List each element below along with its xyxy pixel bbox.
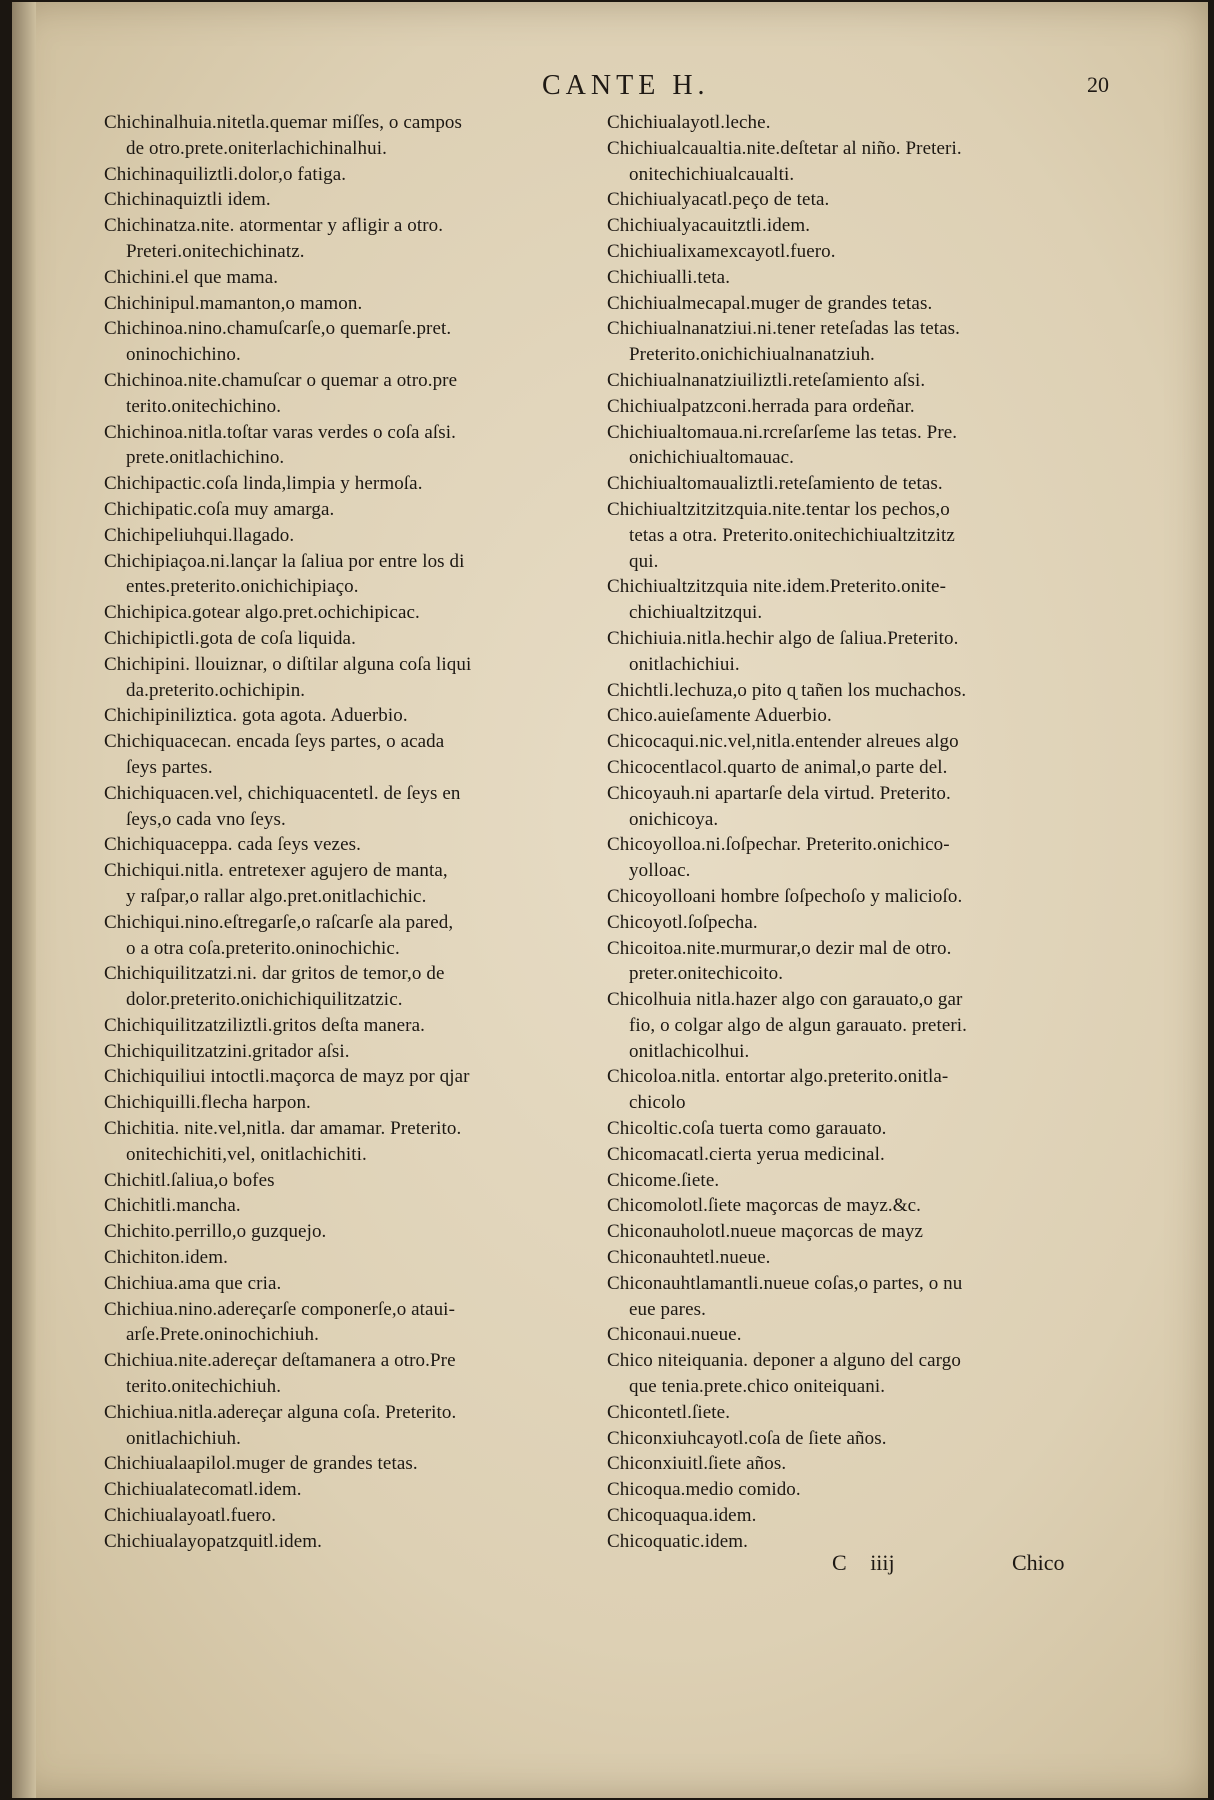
entry-continuation-line: terito.onitechichiuh. bbox=[126, 1376, 282, 1398]
entry-continuation-line: chichiualtzitzqui. bbox=[629, 602, 763, 624]
dictionary-entry-line: Chicoitoa.nite.murmurar,o dezir mal de otro. bbox=[607, 937, 952, 959]
entry-continuation-line: tetas a otra. Preterito.onitechichiualtzitzitz bbox=[629, 524, 955, 546]
dictionary-entry-line: Chichiton.idem. bbox=[104, 1247, 228, 1269]
entry-continuation-line: prete.onitlachichino. bbox=[126, 447, 285, 469]
dictionary-entry-line: Chichiualli.teta. bbox=[607, 266, 731, 288]
entry-continuation-line: onitlachichiuh. bbox=[126, 1427, 241, 1449]
entry-continuation-line: eue pares. bbox=[629, 1298, 706, 1320]
dictionary-entry-line: Chiconauhtetl.nueue. bbox=[607, 1247, 771, 1269]
entry-continuation-line: onitechichiti,vel, onitlachichiti. bbox=[126, 1143, 367, 1165]
dictionary-entry-line: Chico niteiquania. deponer a alguno del cargo bbox=[607, 1350, 961, 1372]
dictionary-entry-line: Chichiqui.nino.eſtregarſe,o raſcarſe ala pared, bbox=[104, 911, 454, 933]
dictionary-entry-line: Chiconauhtlamantli.nueue coſas,o partes, o nu bbox=[607, 1272, 963, 1294]
dictionary-entry-line: Chichinalhuia.nitetla.quemar miſſes, o campos bbox=[104, 112, 463, 133]
dictionary-entry-line: Chichipatic.coſa muy amarga. bbox=[104, 498, 335, 520]
catchword: Chico bbox=[1012, 1550, 1065, 1575]
dictionary-entry-line: Chichiua.ama que cria. bbox=[104, 1272, 282, 1294]
folio-number: 20 bbox=[1087, 72, 1109, 97]
entry-continuation-line: arſe.Prete.oninochichiuh. bbox=[126, 1324, 319, 1346]
dictionary-entry-line: Chichiualpatzconi.herrada para ordeñar. bbox=[607, 395, 915, 417]
dictionary-entry-line: Chichiquacen.vel, chichiquacentetl. de ſeys en bbox=[104, 782, 461, 804]
dictionary-entry-line: Chichiualayoatl.fuero. bbox=[104, 1505, 277, 1527]
entry-continuation-line: Preterito.onichichiualnanatziuh. bbox=[629, 344, 875, 366]
entry-continuation-line: y raſpar,o rallar algo.pret.onitlachichic. bbox=[126, 885, 427, 907]
entry-continuation-line: entes.preterito.onichichipiaço. bbox=[126, 576, 359, 598]
dictionary-entry-line: Chichipeliuhqui.llagado. bbox=[104, 524, 295, 546]
dictionary-entry-line: Chichiquaceppa. cada ſeys vezes. bbox=[104, 834, 361, 856]
signature-mark bbox=[832, 1550, 913, 1576]
entry-continuation-line: onichichiualtomauac. bbox=[629, 447, 795, 469]
entry-continuation-line: onitlachichiui. bbox=[629, 653, 740, 675]
dictionary-entry-line: Chichiualtzitzitzquia.nite.tentar los pechos,o bbox=[607, 498, 950, 520]
right-column bbox=[607, 110, 1127, 1555]
entry-continuation-line: onitlachicolhui. bbox=[629, 1040, 750, 1062]
dictionary-entry-line: Chichiua.nitla.adereçar alguna coſa. Preterito. bbox=[104, 1401, 457, 1423]
dictionary-entry-line: Chichitl.ſaliua,o bofes bbox=[104, 1169, 275, 1191]
dictionary-entry-line: Chichipiaçoa.ni.lançar la ſaliua por entre los di bbox=[104, 550, 465, 572]
dictionary-entry-line: Chicomacatl.cierta yerua medicinal. bbox=[607, 1143, 885, 1165]
entry-continuation-line: qui. bbox=[629, 550, 659, 572]
book-page bbox=[12, 2, 1208, 1798]
dictionary-entry-line: Chichinatza.nite. atormentar y afligir a otro. bbox=[104, 215, 444, 237]
dictionary-entry-line: Chichinoa.nino.chamuſcarſe,o quemarſe.pret. bbox=[104, 318, 452, 340]
dictionary-entry-line: Chicomolotl.ſiete maçorcas de mayz.&c. bbox=[607, 1195, 922, 1217]
dictionary-entry-line: Chichtli.lechuza,o pito ɋ tañen los muchachos. bbox=[607, 679, 967, 701]
entry-continuation-line: que tenia.prete.chico oniteiquani. bbox=[629, 1376, 886, 1398]
dictionary-entry-line: Chichiualmecapal.muger de grandes tetas. bbox=[607, 292, 933, 314]
dictionary-entry-line: Chichipica.gotear algo.pret.ochichipicac. bbox=[104, 602, 420, 624]
dictionary-entry-line: Chichiualnanatziuiliztli.reteſamiento aſsi. bbox=[607, 369, 926, 391]
dictionary-entry-line: Chichinaquiliztli.dolor,o fatiga. bbox=[104, 163, 347, 185]
binding-gutter bbox=[12, 2, 36, 1798]
dictionary-entry-line: Chichiualtzitzquia nite.idem.Preterito.onite- bbox=[607, 576, 947, 598]
dictionary-entry-line: Chichiquiliui intoctli.maçorca de mayz por ɋjar bbox=[104, 1066, 470, 1088]
dictionary-entry-line: Chichinoa.nitla.toſtar varas verdes o coſa aſsi. bbox=[104, 421, 456, 443]
dictionary-entry-line: Chicocentlacol.quarto de animal,o parte del. bbox=[607, 756, 948, 778]
dictionary-entry-line: Chichiquilli.flecha harpon. bbox=[104, 1092, 311, 1114]
dictionary-entry-line: Chicontetl.ſiete. bbox=[607, 1401, 731, 1423]
entry-continuation-line: yolloac. bbox=[629, 860, 691, 882]
dictionary-entry-line: Chiconauholotl.nueue maçorcas de mayz bbox=[607, 1221, 924, 1243]
dictionary-entry-line: Chichiquilitzatziliztli.gritos deſta manera. bbox=[104, 1014, 425, 1036]
dictionary-entry-line: Chichiualnanatziui.ni.tener reteſadas las tetas. bbox=[607, 318, 960, 340]
dictionary-entry-line: Chicocaqui.nic.vel,nitla.entender alreues algo bbox=[607, 731, 959, 753]
dictionary-entry-line: Chicoyauh.ni apartarſe dela virtud. Preterito. bbox=[607, 782, 951, 804]
dictionary-entry-line: Chichiualayopatzquitl.idem. bbox=[104, 1530, 322, 1552]
dictionary-entry-line: Chicolhuia nitla.hazer algo con garauato,o gar bbox=[607, 989, 963, 1011]
entry-continuation-line: dolor.preterito.onichichiquilitzatzic. bbox=[126, 989, 403, 1011]
dictionary-entry-line: Chichiquacecan. encada ſeys partes, o acada bbox=[104, 731, 445, 753]
dictionary-entry-line: Chicome.ſiete. bbox=[607, 1169, 720, 1191]
dictionary-entry-line: Chichiualtomaua.ni.rcreſarſeme las tetas. Pre. bbox=[607, 421, 958, 443]
signature-number: iiij bbox=[870, 1550, 895, 1575]
entry-continuation-line: terito.onitechichino. bbox=[126, 395, 282, 417]
entry-continuation-line: de otro.prete.oniterlachichinalhui. bbox=[126, 137, 387, 159]
dictionary-entry-line: Chichini.el que mama. bbox=[104, 266, 279, 288]
dictionary-entry-line: Chiconaui.nueue. bbox=[607, 1324, 742, 1346]
dictionary-entry-line: Chichiualtomaualiztli.reteſamiento de tetas. bbox=[607, 473, 943, 495]
dictionary-entry-line: Chichiualcaualtia.nite.deſtetar al niño. Preteri. bbox=[607, 137, 962, 159]
dictionary-entry-line: Chichiualixamexcayotl.fuero. bbox=[607, 240, 836, 262]
left-column bbox=[104, 110, 624, 1555]
dictionary-entry-line: Chichipictli.gota de coſa liquida. bbox=[104, 627, 356, 649]
entry-continuation-line: o a otra coſa.preterito.oninochichic. bbox=[126, 937, 400, 959]
entry-continuation-line: oninochichino. bbox=[126, 344, 241, 366]
dictionary-entry-line: Chichinoa.nite.chamuſcar o quemar a otro.pre bbox=[104, 369, 458, 391]
dictionary-entry-line: Chico.auieſamente Aduerbio. bbox=[607, 705, 832, 727]
dictionary-entry-line: Chicoyolloani hombre ſoſpechoſo y malicioſo. bbox=[607, 885, 963, 907]
dictionary-entry-line: Chichinaquiztli idem. bbox=[104, 189, 271, 211]
dictionary-entry-line: Chicoyolloa.ni.ſoſpechar. Preterito.onichico- bbox=[607, 834, 950, 856]
dictionary-entry-line: Chicoltic.coſa tuerta como garauato. bbox=[607, 1118, 887, 1140]
dictionary-entry-line: Chichipactic.coſa linda,limpia y hermoſa. bbox=[104, 473, 423, 495]
entry-continuation-line: da.preterito.ochichipin. bbox=[126, 679, 306, 701]
dictionary-entry-line: Chichiualyacauitztli.idem. bbox=[607, 215, 811, 237]
dictionary-entry-line: Chicoyotl.ſoſpecha. bbox=[607, 911, 758, 933]
dictionary-entry-line: Chichito.perrillo,o guzquejo. bbox=[104, 1221, 327, 1243]
entry-continuation-line: chicolo bbox=[629, 1092, 686, 1114]
dictionary-entry-line: Chicoloa.nitla. entortar algo.preterito.onitla- bbox=[607, 1066, 949, 1088]
signature-letter: C bbox=[832, 1550, 847, 1575]
dictionary-entry-line: Chicoqua.medio comido. bbox=[607, 1479, 801, 1501]
dictionary-entry-line: Chichitli.mancha. bbox=[104, 1195, 241, 1217]
dictionary-entry-line: Chicoquatic.idem. bbox=[607, 1530, 748, 1552]
dictionary-entry-line: Chiconxiuitl.ſiete años. bbox=[607, 1453, 787, 1475]
dictionary-entry-line: Chichiualyacatl.peço de teta. bbox=[607, 189, 830, 211]
dictionary-entry-line: Chichiquilitzatzini.gritador aſsi. bbox=[104, 1040, 350, 1062]
dictionary-entry-line: Chichipiniliztica. gota agota. Aduerbio. bbox=[104, 705, 408, 727]
entry-continuation-line: ſeys,o cada vno ſeys. bbox=[126, 808, 286, 830]
running-head: CANTE H. bbox=[542, 70, 710, 101]
dictionary-entry-line: Chichiualaapilol.muger de grandes tetas. bbox=[104, 1453, 418, 1475]
dictionary-entry-line: Chichiua.nino.adereçarſe componerſe,o ataui- bbox=[104, 1298, 455, 1320]
entry-continuation-line: Preteri.onitechichinatz. bbox=[126, 240, 305, 262]
entry-continuation-line: preter.onitechicoito. bbox=[629, 963, 784, 985]
entry-continuation-line: ſeys partes. bbox=[126, 756, 213, 778]
dictionary-entry-line: Chicoquaqua.idem. bbox=[607, 1505, 757, 1527]
dictionary-entry-line: Chichiqui.nitla. entretexer agujero de manta, bbox=[104, 860, 448, 882]
dictionary-entry-line: Chichiualatecomatl.idem. bbox=[104, 1479, 302, 1501]
dictionary-entry-line: Chichipini. llouiznar, o diſtilar alguna coſa liqui bbox=[104, 653, 472, 675]
dictionary-entry-line: Chiconxiuhcayotl.coſa de ſiete años. bbox=[607, 1427, 887, 1449]
dictionary-entry-line: Chichiualayotl.leche. bbox=[607, 112, 771, 133]
dictionary-entry-line: Chichiquilitzatzi.ni. dar gritos de temor,o de bbox=[104, 963, 445, 985]
dictionary-entry-line: Chichinipul.mamanton,o mamon. bbox=[104, 292, 363, 314]
entry-continuation-line: fio, o colgar algo de algun garauato. preteri. bbox=[629, 1014, 968, 1036]
entry-continuation-line: onitechichiualcaualti. bbox=[629, 163, 795, 185]
dictionary-entry-line: Chichiuia.nitla.hechir algo de ſaliua.Preterito. bbox=[607, 627, 959, 649]
dictionary-entry-line: Chichiua.nite.adereçar deſtamanera a otro.Pre bbox=[104, 1350, 456, 1372]
dictionary-entry-line: Chichitia. nite.vel,nitla. dar amamar. Preterito. bbox=[104, 1118, 462, 1140]
entry-continuation-line: onichicoya. bbox=[629, 808, 719, 830]
